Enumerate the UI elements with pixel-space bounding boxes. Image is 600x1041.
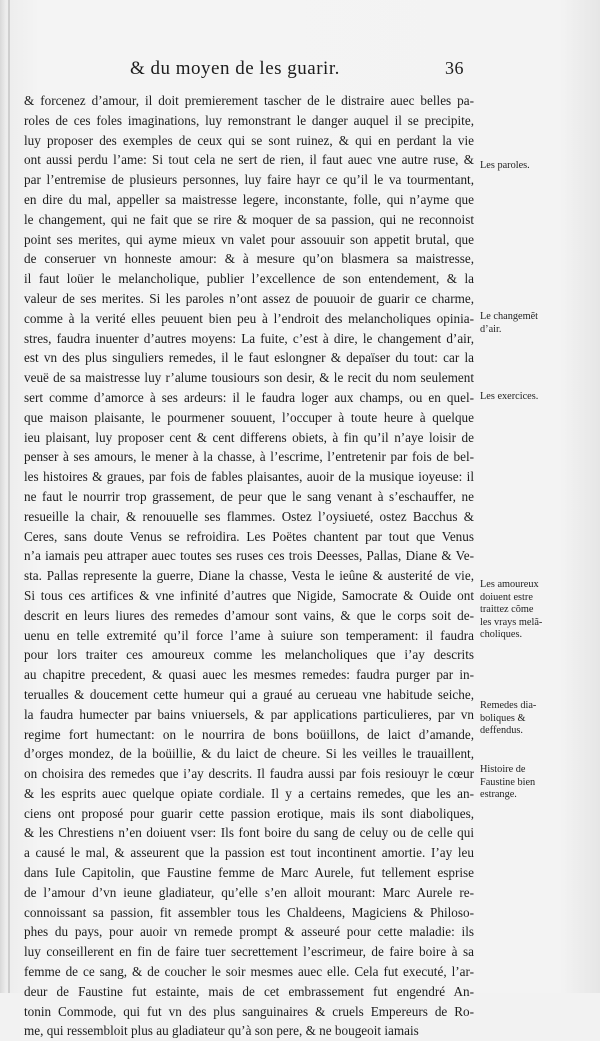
text-line: valeur de ses merites. Si les paroles n’ont assez de pouuoir de guarir ce charme, <box>24 290 474 306</box>
text-line: luy conseillerent en fin de faire tuer secrettement l’escrimeur, de faire boire à sa <box>24 944 474 960</box>
text-line: terualles & doucement cette humeur qui a graué au cerueau vne habitude seiche, <box>24 686 474 702</box>
text-line: descrit en leurs liures des remedes d’amour sont vains, & que le corps soit de- <box>24 607 474 623</box>
text-line: tonin Commode, qui fut vn des plus sanguinaires & cruels Empereurs de Ro- <box>24 1003 474 1019</box>
text-line: phes du pays, pour auoir vn remede prompt & asseuré pour cette maladie: ils <box>24 924 474 940</box>
text-line: les histoires & graues, par fois de fables plaisantes, auoir de la musique ioyeuse: il <box>24 469 474 485</box>
text-line: comme à la verité elles peuuent bien peu à l’endroit des melancholiques opinia- <box>24 310 474 326</box>
text-line: a causé le mal, & asseurent que la passion est tout incontinent amortie. I’ay leu <box>24 845 474 861</box>
marginal-note-changement-air <box>480 311 576 336</box>
text-line: dans Iule Capitolin, que Faustine femme de Marc Aurele, fut tellement esprise <box>24 865 474 881</box>
text-line: ieu plaisant, luy proposer cent & cent differens obiets, à fin qu’il n’aye loisir de <box>24 429 474 445</box>
marginal-note-line: d’air. <box>480 323 502 335</box>
marginal-note-line: Les paroles. <box>480 160 530 171</box>
text-line: & forcenez d’amour, il doit premierement tascher de le distraire auec belles pa- <box>24 93 474 108</box>
marginal-note-line: Histoire de <box>480 764 526 775</box>
text-line: ont aussi perdu l’ame: Si tout cela ne sert de rien, il faut auec vne autre ruse, & <box>24 152 474 168</box>
text-line: il faut loüer le melancholique, publier l’excellence de son entendement, & la <box>24 271 474 287</box>
marginal-note-line: Le changemẽt <box>480 311 539 322</box>
marginal-note-amoureux <box>480 579 576 642</box>
text-line: au chapitre precedent, & quasi auec les mesmes remedes: faudra purger par in- <box>24 667 474 683</box>
running-head-title: & du moyen de les guarir. <box>130 58 340 79</box>
text-line: sta. Pallas represente la guerre, Diane la chasse, Vesta le ieûne & austerité de vie, <box>24 568 474 584</box>
marginal-note-remedes-diaboliques <box>480 700 576 738</box>
text-line: penser à ses amours, le mener à la chasse, à l’escrime, l’entretenir par fois de bel- <box>24 449 474 465</box>
marginal-note-line: Remedes dia- <box>480 700 537 711</box>
marginal-note-faustine <box>480 764 576 802</box>
text-line: de l’amour d’vn ieune gladiateur, qu’elle s’en alloit mourant: Marc Aurele re- <box>24 884 474 900</box>
text-line: Ceres, sans doute Venus se refroidira. Les Poëtes chantent par tout que Venus <box>24 528 474 544</box>
page-number: 36 <box>445 58 464 78</box>
text-line: en dire du mal, appeller sa maistresse legere, inconstante, folle, qui n’ayme que <box>24 191 474 207</box>
running-head <box>130 58 510 84</box>
text-line: Si tous ces artifices & vne infinité d’autres que Nigide, Samocrate & Ouide ont <box>24 587 474 603</box>
text-line: la faudra humecter par bains vniuersels, & par applications particulieres, par vn <box>24 706 474 722</box>
text-line: connoissant sa passion, fit assembler tous les Chaldeens, Magiciens & Philoso- <box>24 904 474 920</box>
text-line: n’a iamais peu attraper auec toutes ses ruses ces trois Deesses, Pallas, Diane & Ve- <box>24 548 474 564</box>
text-line: regime fort humectant: on le nourrira de bons boüillons, de laict d’amande, <box>24 726 474 742</box>
text-line: roles de ces foles imaginations, luy remonstrant le danger auquel il se precipite, <box>24 112 474 128</box>
marginal-note-paroles <box>480 160 576 173</box>
marginal-note-line: deffendus. <box>480 725 523 736</box>
marginal-note-line: doiuent estre <box>480 591 533 603</box>
text-line: d’orges mondez, de la boüillie, & du laict de cheure. Si les veilles le trauaillent, <box>24 746 474 762</box>
text-line: point ses merites, qui ayme mieux vn valet pour assouuir son appetit brutal, que <box>24 231 474 247</box>
text-line: me, qui ressembloit plus au gladiateur qu’à son pere, & ne bougeoit iamais <box>24 1023 419 1039</box>
text-line: on choisira des remedes que i’ay descrits. Il faudra aussi par fois resiouyr le cœur <box>24 766 474 782</box>
text-line: le changement, qui ne fait que se rire & moquer de sa passion, qui ne reconnoist <box>24 211 474 227</box>
text-line: deur de Faustine fut estainte, mais de cet embrassement fut engendré An- <box>24 983 474 999</box>
marginal-note-line: Les exercices. <box>480 391 539 402</box>
text-line: & les esprits auec quelque opiate cordiale. Il y a certains remedes, que les an- <box>24 785 474 801</box>
text-line: que maison plaisante, le pourmener souuent, l’occuper à toute heure à quelque <box>24 409 474 425</box>
text-line: de conseruer vn honneste amour: & à mesure qu’on blasmera sa maistresse, <box>24 251 474 267</box>
text-line: sert comme d’amorce à ses ardeurs: il le faudra loger aux champs, ou en quel- <box>24 389 474 405</box>
text-line: femme de ce sang, & de coucher le soir mesmes auec elle. Cela fut executé, l’ar- <box>24 964 474 980</box>
main-text-block <box>24 91 474 1041</box>
text-line: par l’entremise de plusieurs personnes, luy faire hayr ce qu’il le va tourmentant, <box>24 172 474 188</box>
text-line: uenu en telle extremité qu’il force l’ame à suiure son temperament: il faudra <box>24 627 474 643</box>
text-line: est vn des plus singuliers remedes, il le faut eslongner & depaïser du tout: car la <box>24 350 474 366</box>
marginal-note-line: les vrays melã- <box>480 616 543 628</box>
text-line: pour lors traiter ces amoureux comme les melancholiques que i’ay descrits <box>24 647 474 663</box>
text-line: luy proposer des exemples de ceux qui se sont ruinez, & qui en perdant la vie <box>24 132 474 148</box>
text-line: resueille la chair, & renouuelle ses flammes. Ostez l’oysiueté, ostez Bacchus & <box>24 508 474 524</box>
text-line: stres, faudra inuenter d’autres moyens: La fuite, c’est à dire, le changement d’air, <box>24 330 474 346</box>
marginal-note-line: choliques. <box>480 629 523 640</box>
marginal-note-line: estrange. <box>480 789 517 800</box>
text-line: ne faut le nourrir trop grassement, de peur que le sang venant à s’eschauffer, ne <box>24 488 474 504</box>
marginal-note-exercices <box>480 391 576 404</box>
marginal-note-line: traittez cõme <box>480 604 534 615</box>
text-line: ciens ont proposé pour guarir cette passion erotique, mais ils sont diaboliques, <box>24 805 474 821</box>
binding-gutter <box>8 0 10 993</box>
text-line: & les Chrestiens n’en doiuent vser: Ils font boire du sang de celuy ou de celle qui <box>24 825 474 841</box>
marginal-note-line: boliques & <box>480 712 526 724</box>
marginal-note-line: Les amoureux <box>480 579 539 590</box>
text-line: veuë de sa maistresse luy r’alume tousiours son desir, & le recit du nom seulement <box>24 370 474 386</box>
marginal-note-line: Faustine bien <box>480 776 536 788</box>
